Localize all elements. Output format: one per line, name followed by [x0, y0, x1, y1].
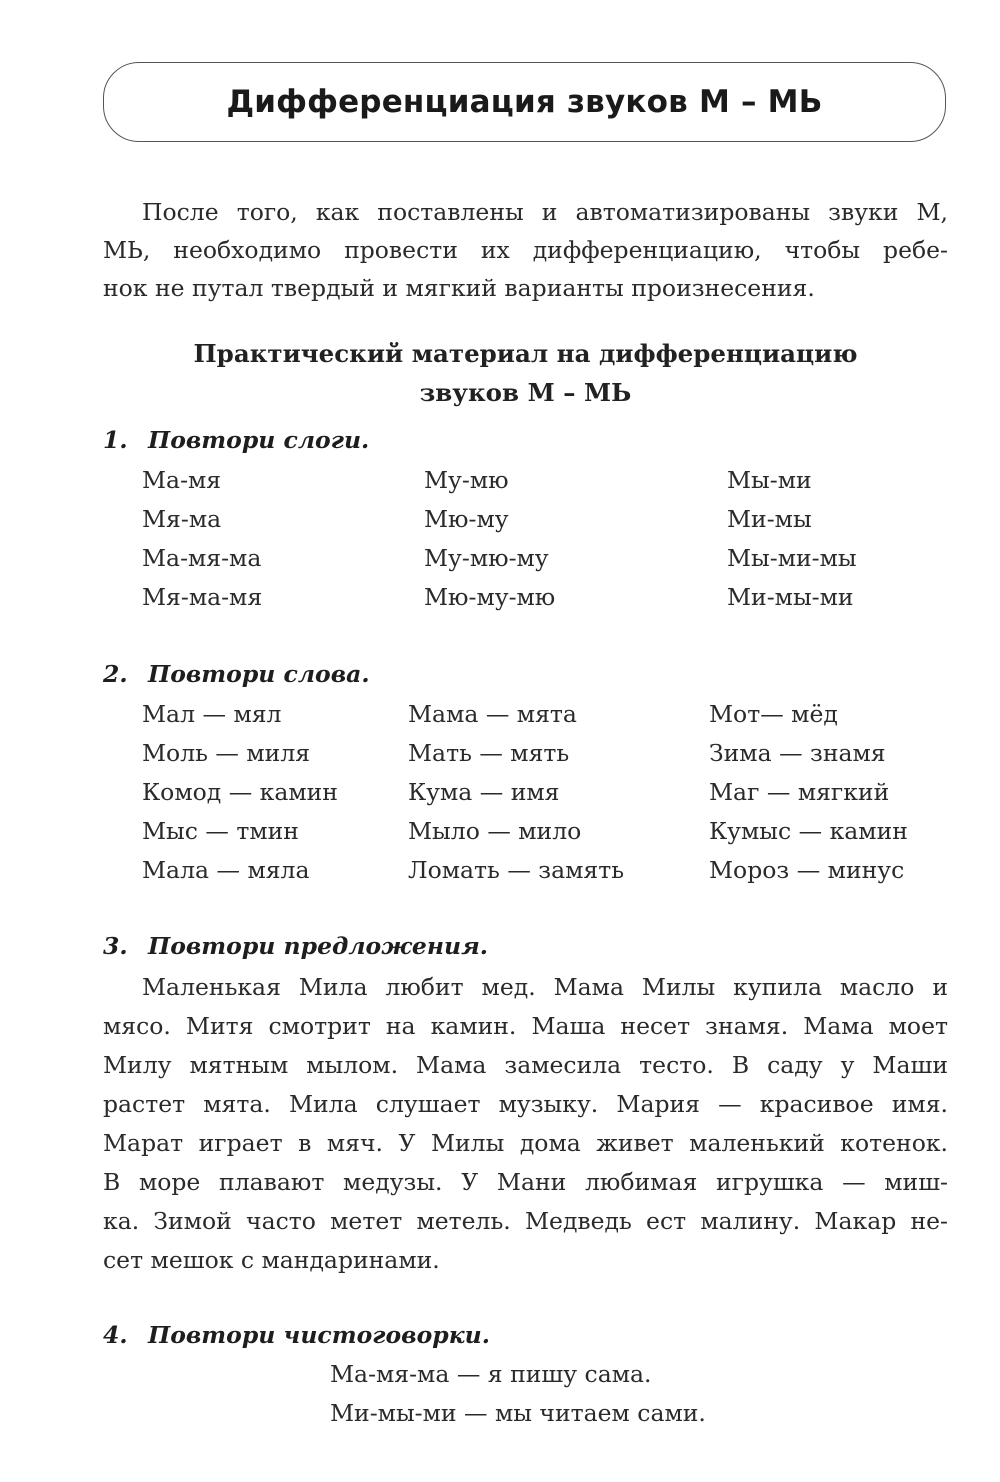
- exercise-2-heading: [103, 660, 370, 688]
- sentence-line: мясо. Митя смотрит на камин. Маша несет знамя. Мама моет: [103, 1012, 948, 1040]
- title-box: [103, 62, 946, 142]
- section-title-line: Практический материал на дифференциацию: [193, 339, 858, 368]
- sentences-paragraph: [103, 968, 948, 1280]
- sentence-line: сет мешок с мандаринами.: [103, 1246, 440, 1274]
- exercise-number: 1.: [103, 426, 128, 454]
- word-pair: Мыло — мило: [408, 817, 582, 845]
- sentence-line: Милу мятным мылом. Мама замесила тесто. В саду у Маши: [103, 1051, 948, 1079]
- syllable-item: Ма-мя: [142, 466, 222, 494]
- word-pair: Комод — камин: [142, 778, 338, 806]
- word-pair: Мал — мял: [142, 700, 282, 728]
- exercise-1-heading: [103, 426, 369, 454]
- exercise-title: Повтори чистоговорки.: [148, 1321, 490, 1349]
- exercise-4-heading: [103, 1321, 490, 1349]
- syllable-item: Мы-ми: [727, 466, 812, 494]
- word-pair: Мот— мёд: [709, 700, 838, 728]
- word-pair: Мама — мята: [408, 700, 577, 728]
- intro-line: МЬ, необходимо провести их дифференциацию, чтобы ребе-: [103, 236, 948, 264]
- word-pair: Маг — мягкий: [709, 778, 890, 806]
- section-title-line: звуков М – МЬ: [419, 378, 632, 407]
- syllable-item: Мя-ма-мя: [142, 583, 263, 611]
- syllable-item: Мю-му-мю: [424, 583, 556, 611]
- syllable-item: Му-мю: [424, 466, 509, 494]
- word-pair: Моль — миля: [142, 739, 311, 767]
- tongue-twister-line: Ма-мя-ма — я пишу сама.: [330, 1360, 652, 1388]
- sentence-line: ка. Зимой часто метет метель. Медведь ест малину. Макар не-: [103, 1207, 948, 1235]
- word-pair: Мала — мяла: [142, 856, 310, 884]
- syllable-item: Мы-ми-мы: [727, 544, 857, 572]
- exercise-number: 4.: [103, 1321, 128, 1349]
- word-pair: Мороз — минус: [709, 856, 905, 884]
- sentence-line: Маленькая Мила любит мед. Мама Милы купила масло и: [142, 973, 948, 1001]
- word-pair: Кумыс — камин: [709, 817, 908, 845]
- intro-line: После того, как поставлены и автоматизированы звуки М,: [142, 198, 948, 226]
- word-pair: Мыс — тмин: [142, 817, 299, 845]
- section-title: [103, 334, 948, 412]
- syllable-item: Му-мю-му: [424, 544, 549, 572]
- tongue-twister-line: Ми-мы-ми — мы читаем сами.: [330, 1399, 706, 1427]
- exercise-number: 2.: [103, 660, 128, 688]
- intro-paragraph: [103, 193, 948, 307]
- exercise-3-heading: [103, 932, 488, 960]
- exercise-title: Повтори слоги.: [148, 426, 370, 454]
- word-pair: Зима — знамя: [709, 739, 886, 767]
- word-pair: Мать — мять: [408, 739, 570, 767]
- exercise-title: Повтори слова.: [148, 660, 370, 688]
- syllable-item: Мю-му: [424, 505, 509, 533]
- syllable-item: Ма-мя-ма: [142, 544, 262, 572]
- syllable-item: Ми-мы: [727, 505, 812, 533]
- sentence-line: Марат играет в мяч. У Милы дома живет маленький котенок.: [103, 1129, 948, 1157]
- page-title: Дифференциация звуков М – МЬ: [226, 84, 823, 120]
- exercise-number: 3.: [103, 932, 128, 960]
- syllable-item: Мя-ма: [142, 505, 222, 533]
- sentence-line: В море плавают медузы. У Мани любимая игрушка — миш-: [103, 1168, 948, 1196]
- sentence-line: растет мята. Мила слушает музыку. Мария — красивое имя.: [103, 1090, 948, 1118]
- syllable-item: Ми-мы-ми: [727, 583, 854, 611]
- word-pair: Кума — имя: [408, 778, 560, 806]
- exercise-title: Повтори предложения.: [148, 932, 488, 960]
- word-pair: Ломать — замять: [408, 856, 625, 884]
- intro-line: нок не путал твердый и мягкий варианты произнесения.: [103, 274, 815, 302]
